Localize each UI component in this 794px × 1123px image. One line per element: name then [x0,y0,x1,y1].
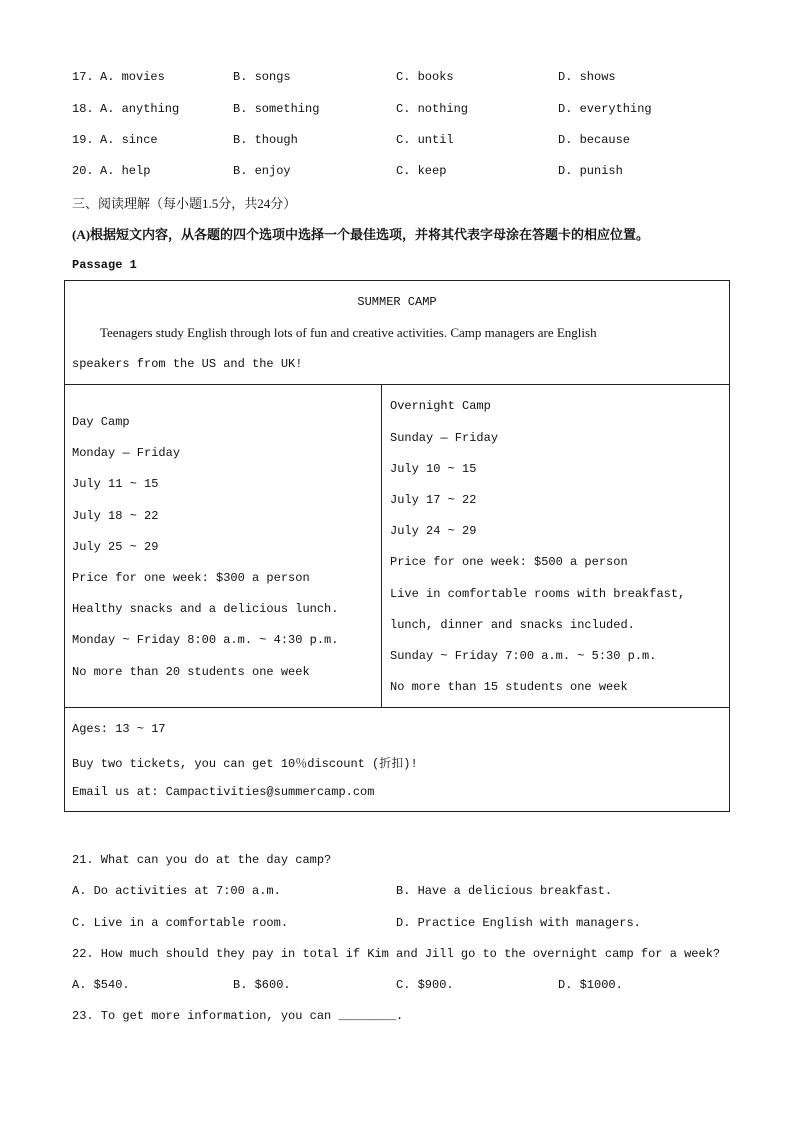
question-23-stem: 23. To get more information, you can ________. [72,1009,404,1023]
option-c: C. Live in a comfortable room. [72,916,289,930]
option-b: B. $600. [233,978,291,992]
day-camp-limit: No more than 20 students one week [72,665,310,679]
section-instruction: (A)根据短文内容，从各题的四个选项中选择一个最佳选项，并将其代表字母涂在答题卡的相应位置。 [72,227,650,242]
option-b: B. songs [233,70,291,84]
question-number: 20. [72,164,94,178]
overnight-camp-line: July 10 ~ 15 [390,462,477,476]
option-d: D. punish [558,164,623,178]
camp-email: Email us at: Campactivities@summercamp.com [72,785,375,799]
camp-ages: Ages: 13 ~ 17 [72,722,166,736]
question-number: 19. [72,133,94,147]
question-stem: 21. What can you do at the day camp? [72,853,332,867]
day-camp-line: Monday — Friday [72,446,181,460]
overnight-camp-limit: No more than 15 students one week [390,680,628,694]
option-c: C. nothing [396,102,469,116]
option-a: A. since [100,133,158,147]
option-c: C. until [396,133,454,147]
table-divider [64,384,730,385]
day-camp-line: July 11 ~ 15 [72,477,159,491]
option-d: D. shows [558,70,616,84]
day-camp-price: Price for one week: $300 a person [72,571,310,585]
question-number: 17. [72,70,94,84]
option-b: B. enjoy [233,164,291,178]
option-b: B. though [233,133,298,147]
camp-title: SUMMER CAMP [357,295,437,309]
option-c: C. books [396,70,454,84]
question-stem: 22. How much should they pay in total if Kim and Jill go to the overnight camp for a week? [72,947,721,961]
day-camp-line: July 25 ~ 29 [72,540,159,554]
option-b: B. Have a delicious breakfast. [396,884,613,898]
day-camp-hours: Monday ~ Friday 8:00 a.m. ~ 4:30 p.m. [72,633,339,647]
overnight-camp-line: Live in comfortable rooms with breakfast, [390,587,686,601]
camp-intro: Teenagers study English through lots of fun and creative activities. Camp managers are English [100,325,597,340]
overnight-camp-line: July 17 ~ 22 [390,493,477,507]
option-c: C. keep [396,164,447,178]
section-title: 三、阅读理解（每小题1.5分，共24分） [72,196,297,211]
overnight-camp-title: Overnight Camp [390,399,491,413]
option-a: A. anything [100,102,180,116]
day-camp-line: July 18 ~ 22 [72,509,159,523]
overnight-camp-hours: Sunday ~ Friday 7:00 a.m. ~ 5:30 p.m. [390,649,657,663]
option-d: D. because [558,133,631,147]
overnight-camp-line: July 24 ~ 29 [390,524,477,538]
camp-discount: Buy two tickets, you can get 10％discount (折扣)! [72,757,418,771]
option-a: A. $540. [72,978,130,992]
option-d: D. Practice English with managers. [396,916,641,930]
overnight-camp-line: Sunday — Friday [390,431,499,445]
table-divider [64,707,730,708]
option-a: A. movies [100,70,165,84]
option-a: A. help [100,164,151,178]
passage-label: Passage 1 [72,258,137,272]
overnight-camp-line: lunch, dinner and snacks included. [390,618,635,632]
option-d: D. $1000. [558,978,623,992]
day-camp-title: Day Camp [72,415,130,429]
day-camp-line: Healthy snacks and a delicious lunch. [72,602,339,616]
option-d: D. everything [558,102,652,116]
option-a: A. Do activities at 7:00 a.m. [72,884,281,898]
camp-intro: speakers from the US and the UK! [72,357,303,371]
table-divider [381,384,382,708]
question-number: 18. [72,102,94,116]
option-c: C. $900. [396,978,454,992]
overnight-camp-price: Price for one week: $500 a person [390,555,628,569]
option-b: B. something [233,102,320,116]
